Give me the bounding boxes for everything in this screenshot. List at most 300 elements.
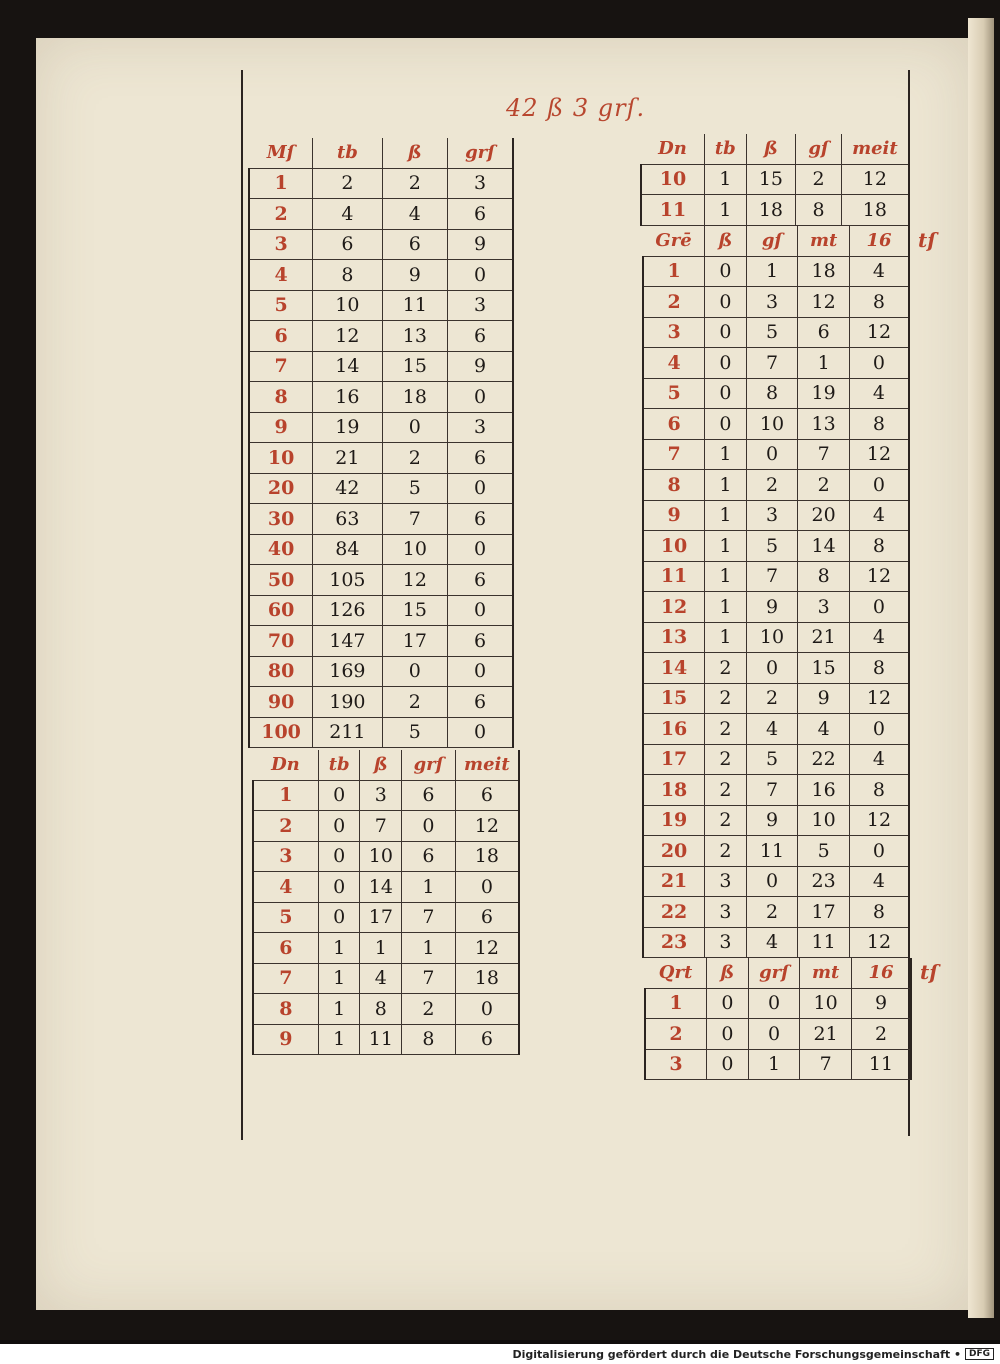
table-cell: 23 [798,866,850,897]
table-cell: 1 [748,1049,800,1080]
table-cell: 15 [798,653,850,684]
table-cell: 17 [798,897,850,928]
table-cell: 12 [849,561,909,592]
column-header: ß [707,958,749,988]
table-cell: 190 [313,687,383,718]
table-cell: 9 [851,988,911,1019]
row-label: 2 [645,1019,707,1050]
table-cell: 0 [849,348,909,379]
table-cell: 11 [382,290,447,321]
row-label: 5 [253,902,318,933]
left-column-rule [241,70,243,1140]
table-cell: 1 [704,164,746,195]
header-row [643,226,909,256]
table-row [253,1024,519,1055]
footer-credit: Digitalisierung gefördert durch die Deutsche Forschungsgemeinschaft • [512,1347,961,1361]
table-cell: 18 [382,382,447,413]
row-label: 10 [641,164,704,195]
table-cell: 16 [313,382,383,413]
table-cell: 4 [360,963,402,994]
table-cell: 0 [746,866,798,897]
table-cell: 0 [707,1019,749,1050]
table-row [249,595,513,626]
column-header: Qrt [645,958,707,988]
table-cell: 19 [313,412,383,443]
table-cell: 11 [746,836,798,867]
table-row [643,439,909,470]
row-label: 5 [643,378,705,409]
table-row [643,836,909,867]
table-cell: 9 [746,592,798,623]
table-cell: 1 [705,470,747,501]
table-cell: 8 [849,775,909,806]
table-cell: 8 [849,653,909,684]
table-cell: 21 [313,443,383,474]
table-row [643,470,909,501]
table-cell: 5 [746,531,798,562]
column-header: gſ [796,134,842,164]
header-row [253,750,519,780]
row-label: 9 [643,500,705,531]
table-cell: 5 [382,717,447,748]
table-row [249,504,513,535]
table-cell: 0 [318,902,360,933]
table-row [253,811,519,842]
row-label: 13 [643,622,705,653]
row-label: 7 [643,439,705,470]
table-cell: 22 [798,744,850,775]
row-label: 60 [249,595,313,626]
table-cell: 7 [382,504,447,535]
table-row [641,195,909,226]
table-cell: 0 [448,260,513,291]
table-cell: 2 [382,168,447,199]
row-label: 70 [249,626,313,657]
table-cell: 2 [382,687,447,718]
table-cell: 18 [798,256,850,287]
table-cell: 0 [705,317,747,348]
table-cell: 1 [705,561,747,592]
table-row [643,500,909,531]
table-cell: 0 [849,836,909,867]
column-header: Dn [641,134,704,164]
table-cell: 12 [798,287,850,318]
table-cell: 7 [746,775,798,806]
table-cell: 3 [448,168,513,199]
table-cell: 17 [360,902,402,933]
table-cell: 11 [360,1024,402,1055]
table-cell: 6 [448,687,513,718]
table-row [249,321,513,352]
page-edge [968,18,994,1318]
table-cell: 126 [313,595,383,626]
row-label: 2 [253,811,318,842]
table-cell: 0 [705,409,747,440]
table-row [253,994,519,1025]
table-cell: 3 [448,412,513,443]
table-cell: 84 [313,534,383,565]
table-cell: 1 [746,256,798,287]
row-label: 9 [249,412,313,443]
table-cell: 1 [705,439,747,470]
table-cell: 19 [798,378,850,409]
table-cell: 0 [746,653,798,684]
table-cell: 0 [382,656,447,687]
table-cell: 7 [746,348,798,379]
table-cell: 12 [849,927,909,958]
table-cell: 2 [798,470,850,501]
table-cell: 10 [382,534,447,565]
row-label: 5 [249,290,313,321]
table-cell: 8 [402,1024,456,1055]
table-cell: 14 [360,872,402,903]
table-cell: 3 [705,927,747,958]
table-row [249,626,513,657]
table-row [645,988,911,1019]
table-cell: 21 [800,1019,852,1050]
row-label: 20 [249,473,313,504]
table-cell: 1 [705,531,747,562]
row-label: 12 [643,592,705,623]
table-cell: 4 [849,866,909,897]
table-cell: 2 [746,897,798,928]
row-label: 7 [249,351,313,382]
running-head: 42 ß 3 grſ. [506,94,646,122]
table-cell: 0 [318,780,360,811]
column-header: grſ [748,958,800,988]
table-row [253,841,519,872]
table-cell: 8 [849,287,909,318]
table-cell: 6 [402,780,456,811]
column-header: mt [800,958,852,988]
table-cell: 16 [798,775,850,806]
table-cell: 0 [849,592,909,623]
header-row [249,138,513,168]
table-cell: 0 [402,811,456,842]
table-cell: 6 [448,199,513,230]
table-cell: 1 [402,933,456,964]
table-row [249,260,513,291]
table-cell: 0 [318,841,360,872]
table-row [643,561,909,592]
table-cell: 12 [455,933,519,964]
table-cell: 18 [746,195,796,226]
row-label: 3 [249,229,313,260]
row-label: 3 [253,841,318,872]
table-cell: 12 [849,439,909,470]
table-cell: 147 [313,626,383,657]
row-label: 2 [249,199,313,230]
table-cell: 6 [448,321,513,352]
table-cell: 3 [705,897,747,928]
table-cell: 8 [849,897,909,928]
table-cell: 4 [849,500,909,531]
table-cell: 0 [448,382,513,413]
table-cell: 4 [849,744,909,775]
table-cell: 7 [798,439,850,470]
row-label: 14 [643,653,705,684]
digitization-footer [0,1344,1000,1364]
table-cell: 0 [448,473,513,504]
table-cell: 3 [798,592,850,623]
table-row [249,229,513,260]
table-cell: 9 [798,683,850,714]
table-cell: 7 [402,963,456,994]
table-cell: 6 [448,565,513,596]
table-cell: 1 [798,348,850,379]
table-cell: 211 [313,717,383,748]
column-header: ß [360,750,402,780]
table-cell: 5 [746,744,798,775]
table-cell: 4 [849,256,909,287]
row-label: 3 [645,1049,707,1080]
table-cell: 0 [705,348,747,379]
table-cell: 0 [748,1019,800,1050]
table-cell: 3 [705,866,747,897]
table-cell: 4 [798,714,850,745]
table-row [643,866,909,897]
row-label: 50 [249,565,313,596]
table-cell: 0 [705,378,747,409]
table-cell: 4 [382,199,447,230]
table-cell: 3 [746,287,798,318]
table-row [249,717,513,748]
table-cell: 0 [455,994,519,1025]
table-cell: 11 [851,1049,911,1080]
table-cell: 12 [849,317,909,348]
table-cell: 3 [360,780,402,811]
table-cell: 12 [382,565,447,596]
row-label: 9 [253,1024,318,1055]
row-label: 4 [253,872,318,903]
table-cell: 1 [402,872,456,903]
row-label: 6 [643,409,705,440]
row-label: 4 [643,348,705,379]
header-row [641,134,909,164]
row-label: 17 [643,744,705,775]
table-cell: 2 [705,714,747,745]
table-cell: 0 [748,988,800,1019]
table-cell: 17 [382,626,447,657]
table-cell: 0 [448,595,513,626]
table-cell: 11 [798,927,850,958]
row-label: 90 [249,687,313,718]
table-cell: 10 [798,805,850,836]
table-cell: 2 [796,164,842,195]
table-cell: 2 [705,653,747,684]
table-cell: 10 [746,409,798,440]
table-cell: 0 [448,534,513,565]
table-cell: 6 [798,317,850,348]
table-e-quarters [644,958,912,1080]
table-cell: 1 [318,933,360,964]
table-cell: 14 [313,351,383,382]
table-d-groschen [642,226,910,958]
table-cell: 12 [849,805,909,836]
table-cell: 18 [841,195,909,226]
table-cell: 14 [798,531,850,562]
table-cell: 1 [705,500,747,531]
table-cell: 6 [313,229,383,260]
table-cell: 12 [841,164,909,195]
table-cell: 4 [849,622,909,653]
row-label: 80 [249,656,313,687]
table-cell: 9 [448,351,513,382]
table-row [249,473,513,504]
table-cell: 4 [746,714,798,745]
column-header: Grē [643,226,705,256]
column-header: grſ [402,750,456,780]
table-e-side-mark: tſ [920,960,938,984]
row-label: 100 [249,717,313,748]
table-cell: 10 [746,622,798,653]
table-row [643,317,909,348]
table-cell: 10 [800,988,852,1019]
column-header: ß [382,138,447,168]
row-label: 1 [645,988,707,1019]
table-cell: 13 [382,321,447,352]
table-row [643,531,909,562]
table-cell: 15 [382,595,447,626]
table-cell: 1 [318,963,360,994]
table-cell: 2 [705,744,747,775]
table-cell: 2 [705,775,747,806]
table-cell: 1 [360,933,402,964]
table-cell: 4 [849,378,909,409]
column-header: tb [704,134,746,164]
table-cell: 20 [798,500,850,531]
table-cell: 105 [313,565,383,596]
table-row [249,443,513,474]
row-label: 16 [643,714,705,745]
table-row [249,290,513,321]
table-b-pennies [252,750,520,1055]
table-cell: 5 [798,836,850,867]
table-cell: 8 [313,260,383,291]
table-cell: 12 [849,683,909,714]
table-row [253,780,519,811]
table-a-marks [248,138,514,748]
table-cell: 0 [705,256,747,287]
row-label: 23 [643,927,705,958]
table-cell: 6 [455,780,519,811]
table-cell: 9 [746,805,798,836]
table-row [643,592,909,623]
row-label: 1 [253,780,318,811]
row-label: 8 [643,470,705,501]
table-cell: 2 [705,683,747,714]
row-label: 3 [643,317,705,348]
table-cell: 6 [448,443,513,474]
row-label: 8 [249,382,313,413]
table-row [643,256,909,287]
row-label: 6 [253,933,318,964]
column-header: meit [841,134,909,164]
row-label: 22 [643,897,705,928]
table-cell: 2 [313,168,383,199]
column-header: ß [746,134,796,164]
column-header: ß [705,226,747,256]
row-label: 15 [643,683,705,714]
dfg-logo: DFG [965,1348,994,1360]
table-cell: 0 [318,872,360,903]
table-cell: 0 [448,656,513,687]
table-row [253,872,519,903]
table-cell: 8 [798,561,850,592]
table-cell: 8 [849,409,909,440]
column-header: grſ [448,138,513,168]
table-cell: 9 [448,229,513,260]
table-cell: 0 [455,872,519,903]
table-row [643,744,909,775]
table-row [249,656,513,687]
table-cell: 7 [800,1049,852,1080]
table-cell: 6 [382,229,447,260]
table-d-side-mark: tſ [918,228,936,252]
table-cell: 42 [313,473,383,504]
table-cell: 6 [455,1024,519,1055]
table-row [643,775,909,806]
table-cell: 1 [318,1024,360,1055]
table-cell: 18 [455,841,519,872]
table-cell: 18 [455,963,519,994]
table-cell: 8 [360,994,402,1025]
row-label: 10 [643,531,705,562]
table-row [253,902,519,933]
column-header: tb [313,138,383,168]
table-cell: 8 [796,195,842,226]
table-cell: 2 [746,470,798,501]
table-cell: 1 [705,592,747,623]
table-cell: 2 [705,805,747,836]
table-cell: 2 [746,683,798,714]
row-label: 7 [253,963,318,994]
table-cell: 7 [360,811,402,842]
row-label: 11 [643,561,705,592]
table-cell: 0 [318,811,360,842]
table-row [249,534,513,565]
table-row [643,287,909,318]
table-cell: 4 [313,199,383,230]
table-row [643,897,909,928]
table-row [249,565,513,596]
table-row [643,805,909,836]
table-cell: 0 [707,988,749,1019]
table-cell: 13 [798,409,850,440]
table-c-pennies-cont [640,134,910,226]
table-cell: 7 [402,902,456,933]
row-label: 6 [249,321,313,352]
row-label: 11 [641,195,704,226]
table-cell: 0 [448,717,513,748]
table-cell: 6 [455,902,519,933]
table-cell: 15 [746,164,796,195]
table-row [645,1049,911,1080]
table-cell: 0 [382,412,447,443]
table-row [249,382,513,413]
row-label: 8 [253,994,318,1025]
table-cell: 0 [849,470,909,501]
table-row [249,199,513,230]
column-header: 16 [851,958,911,988]
row-label: 1 [249,168,313,199]
row-label: 40 [249,534,313,565]
row-label: 10 [249,443,313,474]
table-cell: 0 [705,287,747,318]
table-cell: 2 [402,994,456,1025]
column-header: Mſ [249,138,313,168]
table-row [253,963,519,994]
